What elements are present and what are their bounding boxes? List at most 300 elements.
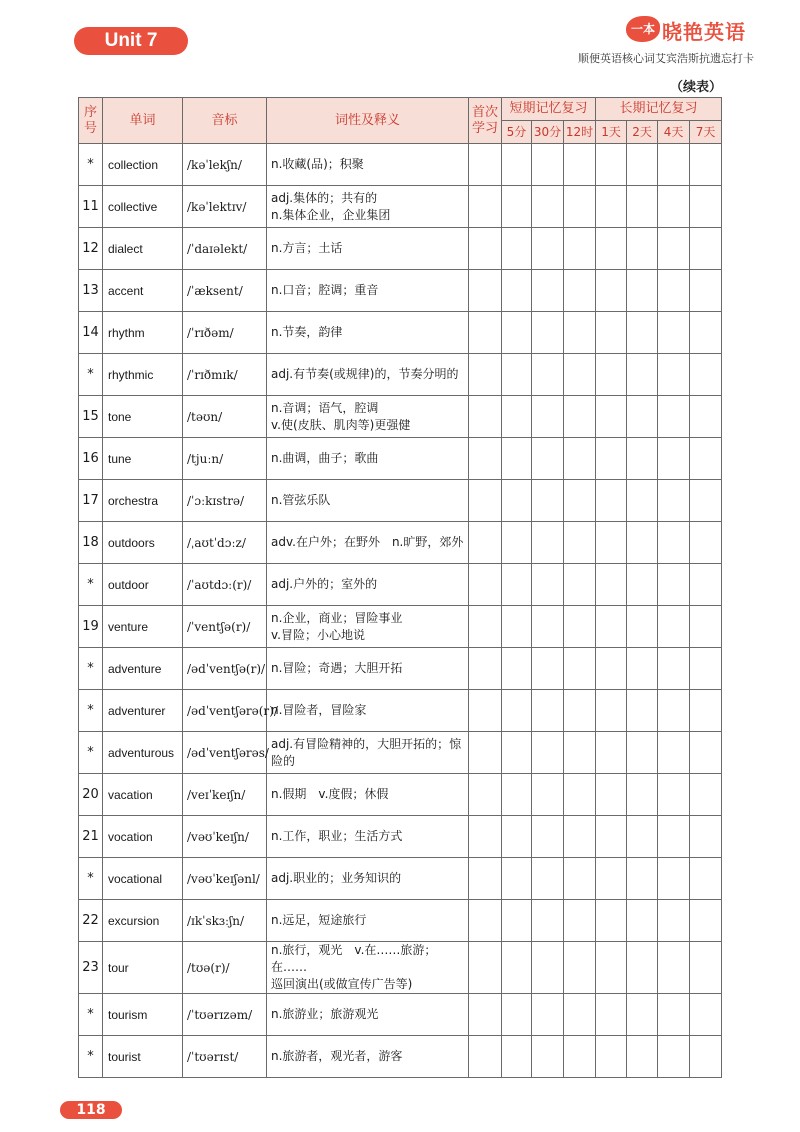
review-checkbox-cell xyxy=(469,564,502,606)
row-word: orchestra xyxy=(103,480,183,522)
review-checkbox-cell xyxy=(658,144,690,186)
definition-line: n.节奏，韵律 xyxy=(271,325,343,339)
row-number: * xyxy=(79,690,103,732)
review-checkbox-cell xyxy=(469,774,502,816)
row-number: * xyxy=(79,648,103,690)
review-checkbox-cell xyxy=(658,858,690,900)
row-number: 14 xyxy=(79,312,103,354)
review-checkbox-cell xyxy=(564,942,596,994)
review-checkbox-cell xyxy=(532,1036,564,1078)
review-checkbox-cell xyxy=(502,354,532,396)
row-number: 16 xyxy=(79,438,103,480)
review-checkbox-cell xyxy=(690,186,722,228)
review-checkbox-cell xyxy=(596,994,627,1036)
table-row xyxy=(79,900,722,942)
review-checkbox-cell xyxy=(532,354,564,396)
header-long-col: 7天 xyxy=(690,121,722,144)
review-checkbox-cell xyxy=(658,816,690,858)
table-row xyxy=(79,144,722,186)
row-word: tourism xyxy=(103,994,183,1036)
row-word: excursion xyxy=(103,900,183,942)
table-row xyxy=(79,816,722,858)
row-word: outdoors xyxy=(103,522,183,564)
review-checkbox-cell xyxy=(502,774,532,816)
review-checkbox-cell xyxy=(564,270,596,312)
review-checkbox-cell xyxy=(658,606,690,648)
header-short-col: 5分 xyxy=(502,121,532,144)
header-long-col: 4天 xyxy=(658,121,690,144)
row-ipa: /kəˈlekʃn/ xyxy=(183,144,267,186)
review-checkbox-cell xyxy=(502,186,532,228)
review-checkbox-cell xyxy=(564,522,596,564)
review-checkbox-cell xyxy=(627,312,658,354)
definition-line: n.管弦乐队 xyxy=(271,493,331,507)
review-checkbox-cell xyxy=(502,522,532,564)
review-checkbox-cell xyxy=(469,858,502,900)
review-checkbox-cell xyxy=(627,994,658,1036)
review-checkbox-cell xyxy=(532,942,564,994)
row-definition xyxy=(267,900,469,942)
review-checkbox-cell xyxy=(469,816,502,858)
review-checkbox-cell xyxy=(532,690,564,732)
review-checkbox-cell xyxy=(627,228,658,270)
header-short-term: 短期记忆复习 xyxy=(502,98,596,121)
table-row xyxy=(79,994,722,1036)
review-checkbox-cell xyxy=(627,354,658,396)
review-checkbox-cell xyxy=(502,270,532,312)
definition-line: n.方言；土话 xyxy=(271,241,343,255)
review-checkbox-cell xyxy=(658,564,690,606)
header-long-col: 2天 xyxy=(627,121,658,144)
definition-line: adj.有冒险精神的，大胆开拓的；惊 xyxy=(271,736,462,751)
row-number: * xyxy=(79,1036,103,1078)
row-ipa: /ədˈventʃə(r)/ xyxy=(183,648,267,690)
review-checkbox-cell xyxy=(596,480,627,522)
header-short-col: 30分 xyxy=(532,121,564,144)
review-checkbox-cell xyxy=(627,270,658,312)
review-checkbox-cell xyxy=(469,900,502,942)
review-checkbox-cell xyxy=(596,900,627,942)
row-word: adventurer xyxy=(103,690,183,732)
review-checkbox-cell xyxy=(596,774,627,816)
review-checkbox-cell xyxy=(532,606,564,648)
review-checkbox-cell xyxy=(469,186,502,228)
row-definition xyxy=(267,480,469,522)
row-definition xyxy=(267,438,469,480)
row-word: rhythm xyxy=(103,312,183,354)
review-checkbox-cell xyxy=(658,186,690,228)
table-row xyxy=(79,858,722,900)
review-checkbox-cell xyxy=(627,186,658,228)
row-definition xyxy=(267,994,469,1036)
table-row xyxy=(79,228,722,270)
row-number: 17 xyxy=(79,480,103,522)
row-definition xyxy=(267,606,469,648)
review-checkbox-cell xyxy=(564,480,596,522)
definition-line: 巡回演出(或做宣传广告等) xyxy=(271,977,413,991)
review-checkbox-cell xyxy=(596,816,627,858)
row-definition xyxy=(267,732,469,774)
row-ipa: /ˈæksent/ xyxy=(183,270,267,312)
row-word: dialect xyxy=(103,228,183,270)
row-ipa: /vəʊˈkeɪʃn/ xyxy=(183,816,267,858)
table-row xyxy=(79,354,722,396)
review-checkbox-cell xyxy=(532,312,564,354)
definition-line: n.假期 v.度假；休假 xyxy=(271,787,389,801)
table-row xyxy=(79,1036,722,1078)
review-checkbox-cell xyxy=(564,564,596,606)
review-checkbox-cell xyxy=(627,732,658,774)
review-checkbox-cell xyxy=(564,186,596,228)
review-checkbox-cell xyxy=(596,396,627,438)
review-checkbox-cell xyxy=(502,732,532,774)
review-checkbox-cell xyxy=(564,648,596,690)
row-definition xyxy=(267,186,469,228)
row-definition xyxy=(267,774,469,816)
review-checkbox-cell xyxy=(564,732,596,774)
review-checkbox-cell xyxy=(564,144,596,186)
table-row xyxy=(79,480,722,522)
review-checkbox-cell xyxy=(627,1036,658,1078)
review-checkbox-cell xyxy=(532,994,564,1036)
review-checkbox-cell xyxy=(658,396,690,438)
review-checkbox-cell xyxy=(502,648,532,690)
review-checkbox-cell xyxy=(502,994,532,1036)
row-ipa: /vəʊˈkeɪʃənl/ xyxy=(183,858,267,900)
review-checkbox-cell xyxy=(690,270,722,312)
review-checkbox-cell xyxy=(596,522,627,564)
review-checkbox-cell xyxy=(502,438,532,480)
review-checkbox-cell xyxy=(469,994,502,1036)
row-ipa: /ədˈventʃərə(r)/ xyxy=(183,690,267,732)
review-checkbox-cell xyxy=(690,438,722,480)
review-checkbox-cell xyxy=(469,270,502,312)
review-checkbox-cell xyxy=(627,774,658,816)
review-checkbox-cell xyxy=(690,228,722,270)
row-ipa: /ədˈventʃərəs/ xyxy=(183,732,267,774)
review-checkbox-cell xyxy=(690,144,722,186)
row-definition xyxy=(267,228,469,270)
header-word: 单词 xyxy=(103,98,183,144)
review-checkbox-cell xyxy=(564,774,596,816)
review-checkbox-cell xyxy=(469,522,502,564)
table-row xyxy=(79,606,722,648)
review-checkbox-cell xyxy=(469,1036,502,1078)
row-word: tune xyxy=(103,438,183,480)
row-ipa: /ɪkˈskɜːʃn/ xyxy=(183,900,267,942)
review-checkbox-cell xyxy=(532,438,564,480)
brand-slogan: 顺便英语核心词艾宾浩斯抗遗忘打卡 xyxy=(578,52,754,65)
review-checkbox-cell xyxy=(564,438,596,480)
review-checkbox-cell xyxy=(532,144,564,186)
review-checkbox-cell xyxy=(658,994,690,1036)
row-number: * xyxy=(79,144,103,186)
row-number: * xyxy=(79,564,103,606)
review-checkbox-cell xyxy=(596,942,627,994)
review-checkbox-cell xyxy=(502,1036,532,1078)
review-checkbox-cell xyxy=(502,858,532,900)
definition-line: n.集体企业，企业集团 xyxy=(271,207,391,222)
review-checkbox-cell xyxy=(690,522,722,564)
vocabulary-table xyxy=(78,97,722,1078)
review-checkbox-cell xyxy=(564,900,596,942)
row-number: 12 xyxy=(79,228,103,270)
review-checkbox-cell xyxy=(596,1036,627,1078)
definition-line: n.企业，商业；冒险事业 xyxy=(271,610,403,625)
row-word: venture xyxy=(103,606,183,648)
review-checkbox-cell xyxy=(627,900,658,942)
review-checkbox-cell xyxy=(502,606,532,648)
table-row xyxy=(79,312,722,354)
definition-line: n.远足，短途旅行 xyxy=(271,913,367,927)
definition-line: n.音调；语气，腔调 xyxy=(271,400,379,415)
review-checkbox-cell xyxy=(532,186,564,228)
row-word: tone xyxy=(103,396,183,438)
table-row xyxy=(79,732,722,774)
row-definition xyxy=(267,144,469,186)
definition-line: 险的 xyxy=(271,753,296,768)
row-ipa: /ˈtʊərɪzəm/ xyxy=(183,994,267,1036)
review-checkbox-cell xyxy=(658,312,690,354)
row-word: adventure xyxy=(103,648,183,690)
review-checkbox-cell xyxy=(596,144,627,186)
review-checkbox-cell xyxy=(532,732,564,774)
review-checkbox-cell xyxy=(627,606,658,648)
review-checkbox-cell xyxy=(502,312,532,354)
row-ipa: /veɪˈkeɪʃn/ xyxy=(183,774,267,816)
row-definition xyxy=(267,396,469,438)
review-checkbox-cell xyxy=(658,270,690,312)
table-row xyxy=(79,690,722,732)
review-checkbox-cell xyxy=(532,480,564,522)
review-checkbox-cell xyxy=(469,144,502,186)
review-checkbox-cell xyxy=(469,942,502,994)
review-checkbox-cell xyxy=(627,648,658,690)
row-word: vocational xyxy=(103,858,183,900)
review-checkbox-cell xyxy=(469,438,502,480)
row-definition xyxy=(267,858,469,900)
review-checkbox-cell xyxy=(596,564,627,606)
review-checkbox-cell xyxy=(658,648,690,690)
review-checkbox-cell xyxy=(469,606,502,648)
row-word: vocation xyxy=(103,816,183,858)
review-checkbox-cell xyxy=(690,816,722,858)
row-number: 13 xyxy=(79,270,103,312)
row-word: rhythmic xyxy=(103,354,183,396)
row-word: tourist xyxy=(103,1036,183,1078)
brand-header xyxy=(566,14,754,66)
review-checkbox-cell xyxy=(690,648,722,690)
definition-line: adj.有节奏(或规律)的，节奏分明的 xyxy=(271,367,459,381)
table-row xyxy=(79,186,722,228)
review-checkbox-cell xyxy=(532,816,564,858)
review-checkbox-cell xyxy=(532,396,564,438)
table-row xyxy=(79,774,722,816)
review-checkbox-cell xyxy=(564,354,596,396)
table-row xyxy=(79,942,722,994)
definition-line: n.冒险者，冒险家 xyxy=(271,703,367,717)
review-checkbox-cell xyxy=(690,732,722,774)
review-checkbox-cell xyxy=(564,396,596,438)
review-checkbox-cell xyxy=(469,312,502,354)
review-checkbox-cell xyxy=(532,774,564,816)
review-checkbox-cell xyxy=(502,900,532,942)
review-checkbox-cell xyxy=(690,994,722,1036)
row-word: vacation xyxy=(103,774,183,816)
review-checkbox-cell xyxy=(596,354,627,396)
review-checkbox-cell xyxy=(564,858,596,900)
review-checkbox-cell xyxy=(596,186,627,228)
row-ipa: /ˈrɪðmɪk/ xyxy=(183,354,267,396)
page-number: 118 xyxy=(60,1101,122,1119)
review-checkbox-cell xyxy=(627,942,658,994)
review-checkbox-cell xyxy=(690,354,722,396)
row-ipa: /təʊn/ xyxy=(183,396,267,438)
review-checkbox-cell xyxy=(690,774,722,816)
review-checkbox-cell xyxy=(627,396,658,438)
review-checkbox-cell xyxy=(596,312,627,354)
row-ipa: /tjuːn/ xyxy=(183,438,267,480)
header-ipa: 音标 xyxy=(183,98,267,144)
review-checkbox-cell xyxy=(658,774,690,816)
review-checkbox-cell xyxy=(627,564,658,606)
review-checkbox-cell xyxy=(596,648,627,690)
review-checkbox-cell xyxy=(627,858,658,900)
definition-line: v.冒险；小心地说 xyxy=(271,627,365,642)
row-number: 20 xyxy=(79,774,103,816)
review-checkbox-cell xyxy=(658,900,690,942)
row-word: collection xyxy=(103,144,183,186)
row-number: * xyxy=(79,994,103,1036)
review-checkbox-cell xyxy=(627,438,658,480)
review-checkbox-cell xyxy=(564,606,596,648)
review-checkbox-cell xyxy=(532,228,564,270)
definition-line: n.曲调，曲子；歌曲 xyxy=(271,451,379,465)
row-word: outdoor xyxy=(103,564,183,606)
header-short-col: 12时 xyxy=(564,121,596,144)
row-definition xyxy=(267,1036,469,1078)
review-checkbox-cell xyxy=(532,858,564,900)
review-checkbox-cell xyxy=(469,396,502,438)
review-checkbox-cell xyxy=(658,354,690,396)
review-checkbox-cell xyxy=(658,522,690,564)
review-checkbox-cell xyxy=(627,480,658,522)
row-ipa: /ˈrɪðəm/ xyxy=(183,312,267,354)
row-definition xyxy=(267,816,469,858)
definition-line: adv.在户外；在野外 n.旷野，郊外 xyxy=(271,535,464,549)
row-definition xyxy=(267,522,469,564)
row-word: adventurous xyxy=(103,732,183,774)
review-checkbox-cell xyxy=(596,732,627,774)
table-row xyxy=(79,438,722,480)
review-checkbox-cell xyxy=(690,564,722,606)
review-checkbox-cell xyxy=(658,1036,690,1078)
row-number: 15 xyxy=(79,396,103,438)
review-checkbox-cell xyxy=(596,690,627,732)
review-checkbox-cell xyxy=(690,606,722,648)
review-checkbox-cell xyxy=(627,522,658,564)
review-checkbox-cell xyxy=(690,1036,722,1078)
review-checkbox-cell xyxy=(690,858,722,900)
table-row xyxy=(79,648,722,690)
row-number: 21 xyxy=(79,816,103,858)
table-row xyxy=(79,396,722,438)
review-checkbox-cell xyxy=(469,480,502,522)
row-number: 11 xyxy=(79,186,103,228)
review-checkbox-cell xyxy=(502,942,532,994)
row-ipa: /ˈaʊtdɔː(r)/ xyxy=(183,564,267,606)
review-checkbox-cell xyxy=(690,900,722,942)
review-checkbox-cell xyxy=(690,942,722,994)
row-number: * xyxy=(79,732,103,774)
review-checkbox-cell xyxy=(564,690,596,732)
row-definition xyxy=(267,270,469,312)
review-checkbox-cell xyxy=(627,690,658,732)
review-checkbox-cell xyxy=(469,354,502,396)
review-checkbox-cell xyxy=(690,690,722,732)
definition-line: n.旅行，观光 v.在……旅游；在…… xyxy=(271,943,437,974)
definition-line: n.旅游者，观光者，游客 xyxy=(271,1049,403,1063)
header-num: 序号 xyxy=(79,98,103,144)
review-checkbox-cell xyxy=(690,396,722,438)
row-number: 23 xyxy=(79,942,103,994)
review-checkbox-cell xyxy=(502,228,532,270)
definition-line: adj.户外的；室外的 xyxy=(271,577,378,591)
row-number: 22 xyxy=(79,900,103,942)
row-word: accent xyxy=(103,270,183,312)
review-checkbox-cell xyxy=(627,816,658,858)
review-checkbox-cell xyxy=(469,690,502,732)
review-checkbox-cell xyxy=(469,228,502,270)
row-number: 19 xyxy=(79,606,103,648)
definition-line: adj.集体的；共有的 xyxy=(271,190,378,205)
review-checkbox-cell xyxy=(469,648,502,690)
header-long-term: 长期记忆复习 xyxy=(596,98,722,121)
unit-badge: Unit 7 xyxy=(74,27,188,55)
review-checkbox-cell xyxy=(564,994,596,1036)
review-checkbox-cell xyxy=(564,1036,596,1078)
header-first-study: 首次学习 xyxy=(469,98,502,144)
review-checkbox-cell xyxy=(690,312,722,354)
row-definition xyxy=(267,312,469,354)
review-checkbox-cell xyxy=(502,690,532,732)
definition-line: n.冒险；奇遇；大胆开拓 xyxy=(271,661,403,675)
row-definition xyxy=(267,354,469,396)
review-checkbox-cell xyxy=(532,900,564,942)
review-checkbox-cell xyxy=(658,480,690,522)
row-ipa: /ˈtʊərɪst/ xyxy=(183,1036,267,1078)
brand-name: 晓艳英语 xyxy=(662,20,746,44)
row-ipa: /kəˈlektɪv/ xyxy=(183,186,267,228)
review-checkbox-cell xyxy=(502,396,532,438)
table-row xyxy=(79,564,722,606)
definition-line: n.收藏(品)；积聚 xyxy=(271,157,364,171)
review-checkbox-cell xyxy=(658,228,690,270)
review-checkbox-cell xyxy=(502,564,532,606)
review-checkbox-cell xyxy=(532,270,564,312)
row-ipa: /ˈɔːkɪstrə/ xyxy=(183,480,267,522)
review-checkbox-cell xyxy=(564,312,596,354)
row-ipa: /tʊə(r)/ xyxy=(183,942,267,994)
row-definition xyxy=(267,648,469,690)
review-checkbox-cell xyxy=(596,228,627,270)
review-checkbox-cell xyxy=(502,816,532,858)
table-row xyxy=(79,270,722,312)
definition-line: n.旅游业；旅游观光 xyxy=(271,1007,379,1021)
definition-line: n.口音；腔调；重音 xyxy=(271,283,379,297)
definition-line: n.工作，职业；生活方式 xyxy=(271,829,403,843)
table-row xyxy=(79,522,722,564)
